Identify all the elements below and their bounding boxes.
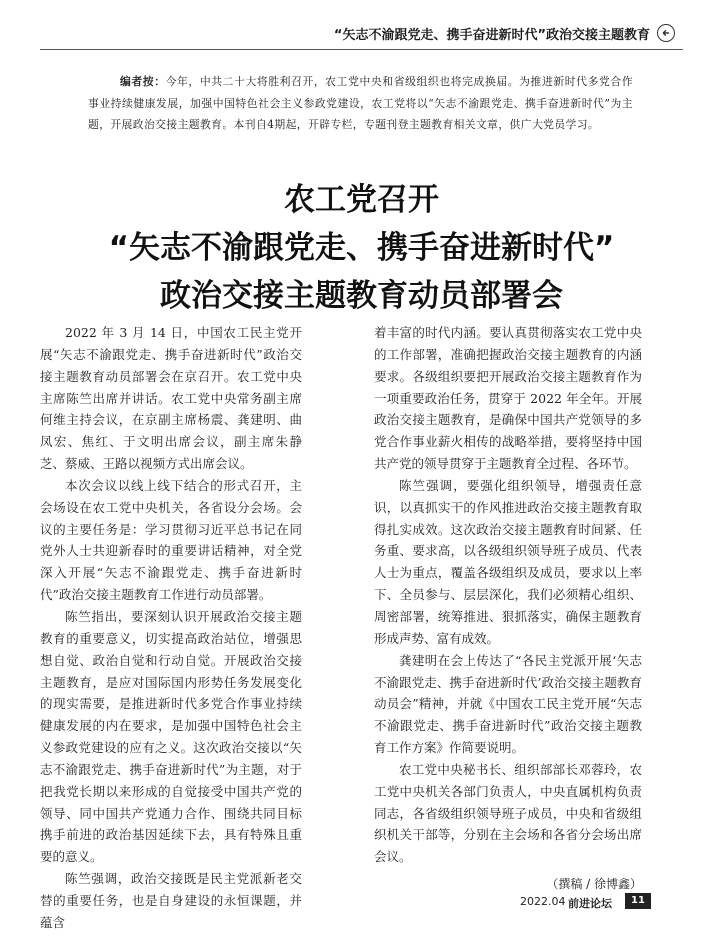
paragraph: 陈竺强调，政治交接既是民主党派新老交替的重要任务，也是自身建设的永恒课题，并蕴含: [40, 871, 302, 930]
title-line-2: “矢志不渝跟党走、携手奋进新时代”: [108, 230, 615, 266]
title-line-3: 政治交接主题教育动员部署会: [160, 278, 563, 314]
circle-arrow-icon: [657, 24, 675, 42]
header-divider: [40, 49, 683, 50]
editor-note-text: 今年，中共二十大将胜利召开，农工党中央和省级组织也将完成换届。为推进新时代多党合作事业持续健康发展，加强中国特色社会主义参政党建设，农工党将以“矢志不渝跟党走、携手奋进新时代”为主题，开展政治交接主题教育。本刊自4期起，开辟专栏，专题刊登主题教育相关文章，供广大党员学习。: [88, 75, 633, 131]
paragraph: 陈竺指出，要深刻认识开展政治交接主题教育的重要意义，切实提高政治站位，增强思想自觉、政治自觉和行动自觉。开展政治交接主题教育，是应对国际国内形势任务发展变化的现实需要，是推进新时代多党合作事业持续健康发展的内在要求，是加强中国特色社会主义参政党建设的应有之义。这次政治交接以“矢志不渝跟党走、携手奋进新时代”为主题，对于把我党长期以来形成的自觉接受中国共产党的领导、同中国共产党通力合作、围绕共同目标携手前进的政治基因延续下去，具有特殊且重要的意义。: [40, 608, 302, 865]
title-line-1: 农工党召开: [284, 182, 439, 218]
article-title: [40, 176, 683, 320]
byline: （撰稿 / 徐博鑫）: [546, 877, 642, 892]
issue-date: 2022.04: [520, 895, 566, 908]
journal-name: 前进论坛: [568, 897, 612, 910]
right-column: [374, 322, 642, 896]
paragraph: 2022 年 3 月 14 日，中国农工民主党开展“矢志不渝跟党走、携手奋进新时代”政治交接主题教育动员部署会在京召开。农工党中央主席陈竺出席并讲话。农工党中央常务副主席何维主持会议，在京副主席杨震、龚建明、曲凤宏、焦红、于文明出席会议，副主席朱静芝、蔡威、王路以视频方式出席会议。: [40, 325, 302, 472]
editor-note: [88, 71, 633, 136]
paragraph: 陈竺强调，要强化组织领导，增强责任意识，以真抓实干的作风推进政治交接主题教育取得扎实成效。这次政治交接主题教育时间紧、任务重、要求高，以各级组织领导班子成员、代表人士为重点，覆盖各级组织及成员，要求以上率下、全员参与、层层深化，我们必须精心组织、周密部署，统筹推进、狠抓落实，确保主题教育形成声势、富有成效。: [374, 477, 642, 646]
paragraph: 本次会议以线上线下结合的形式召开，主会场设在农工党中央机关，各省设分会场。会议的主要任务是：学习贯彻习近平总书记在同党外人士共迎新春时的重要讲话精神，对全党深入开展“矢志不渝跟党走、携手奋进新时代”政治交接主题教育工作进行动员部署。: [40, 477, 302, 603]
paragraph: 农工党中央秘书长、组织部部长邓蓉玲，农工党中央机关各部门负责人，中央直属机构负责同志，各省级组织领导班子成员，中央和省级组织机关干部等，分别在主会场和各省分会场出席会议。: [374, 761, 642, 865]
paragraph: 龚建明在会上传达了“各民主党派开展‘矢志不渝跟党走、携手奋进新时代’政治交接主题教育动员会”精神，并就《中国农工民主党开展“矢志不渝跟党走、携手奋进新时代”政治交接主题教育工作方案》作简要说明。: [374, 652, 642, 756]
paragraph-continuation: 着丰富的时代内涵。要认真贯彻落实农工党中央的工作部署，准确把握政治交接主题教育的内涵要求。各级组织要把开展政治交接主题教育作为一项重要政治任务，贯穿于 2022 年全年。开展政治交接主题教育，是确保中国共产党领导的多党合作事业薪火相传的战略举措，要将坚持中国共产党的领导贯穿于主题教育全过程、各环节。: [374, 325, 642, 472]
editor-note-lead: 编者按：: [120, 75, 166, 88]
running-header: “矢志不渝跟党走、携手奋进新时代”政治交接主题教育: [333, 28, 650, 43]
page-number: 11: [625, 893, 651, 909]
left-column: [40, 322, 302, 934]
